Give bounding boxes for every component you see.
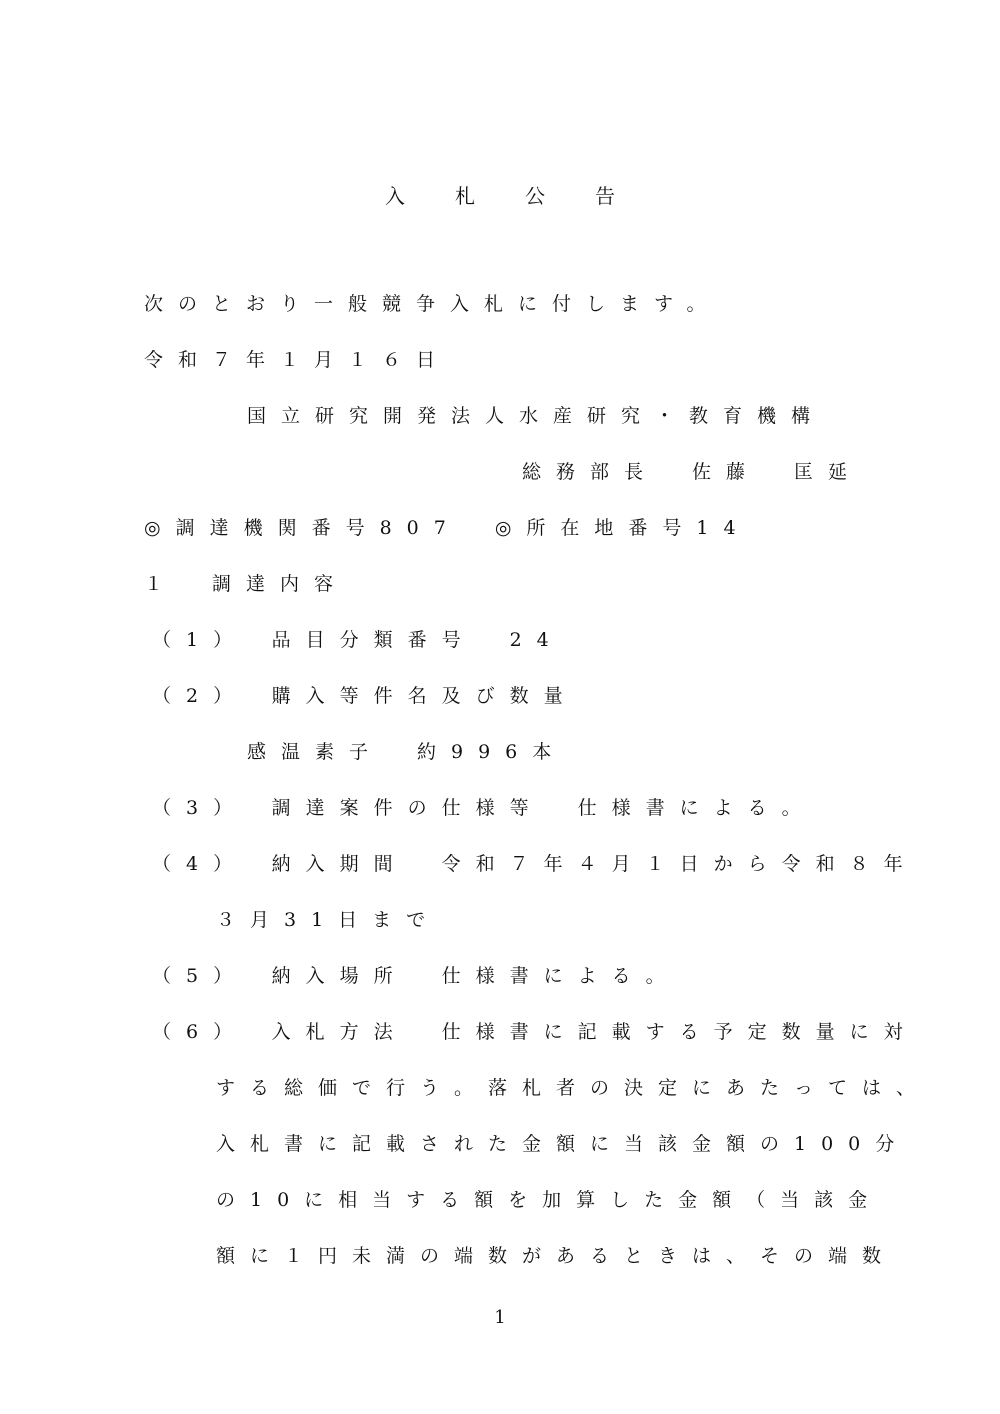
page-number: 1 xyxy=(494,1307,506,1328)
signatory: 総務部長 佐藤 匡延 xyxy=(522,461,863,483)
title-char: 入 xyxy=(385,184,405,208)
item-6-line-4: の10に相当する額を加算した金額（当該金 xyxy=(216,1189,883,1211)
organization-name: 国立研究開発法人水産研究・教育機構 xyxy=(247,405,826,427)
document-title xyxy=(0,182,1000,210)
item-6-line-2: する総価で行う。落札者の決定にあたっては、 xyxy=(216,1077,931,1099)
item-3: （3） 調達案件の仕様等 仕様書による。 xyxy=(152,797,816,819)
agency-code-line: ◎調達機関番号807 ◎所在地番号14 xyxy=(144,517,751,539)
item-6-line-3: 入札書に記載された金額に当該金額の100分 xyxy=(216,1133,910,1155)
section-heading: １ 調達内容 xyxy=(144,573,349,595)
title-char: 公 xyxy=(525,184,545,208)
item-4-line-1: （4） 納入期間 令和７年４月１日から令和８年 xyxy=(152,853,918,875)
item-2: （2） 購入等件名及び数量 xyxy=(152,685,578,707)
item-1: （1） 品目分類番号 24 xyxy=(152,629,564,651)
intro-text: 次のとおり一般競争入札に付します。 xyxy=(144,293,721,315)
item-6-line-5: 額に１円未満の端数があるときは、その端数 xyxy=(216,1245,897,1267)
item-4-line-2: ３月31日まで xyxy=(216,909,441,931)
title-char: 札 xyxy=(455,184,475,208)
item-2-detail: 感温素子 約996本 xyxy=(247,741,567,763)
item-5: （5） 納入場所 仕様書による。 xyxy=(152,965,680,987)
item-6-line-1: （6） 入札方法 仕様書に記載する予定数量に対 xyxy=(152,1021,918,1043)
issue-date: 令和７年１月１６日 xyxy=(144,349,451,371)
title-char: 告 xyxy=(595,184,615,208)
